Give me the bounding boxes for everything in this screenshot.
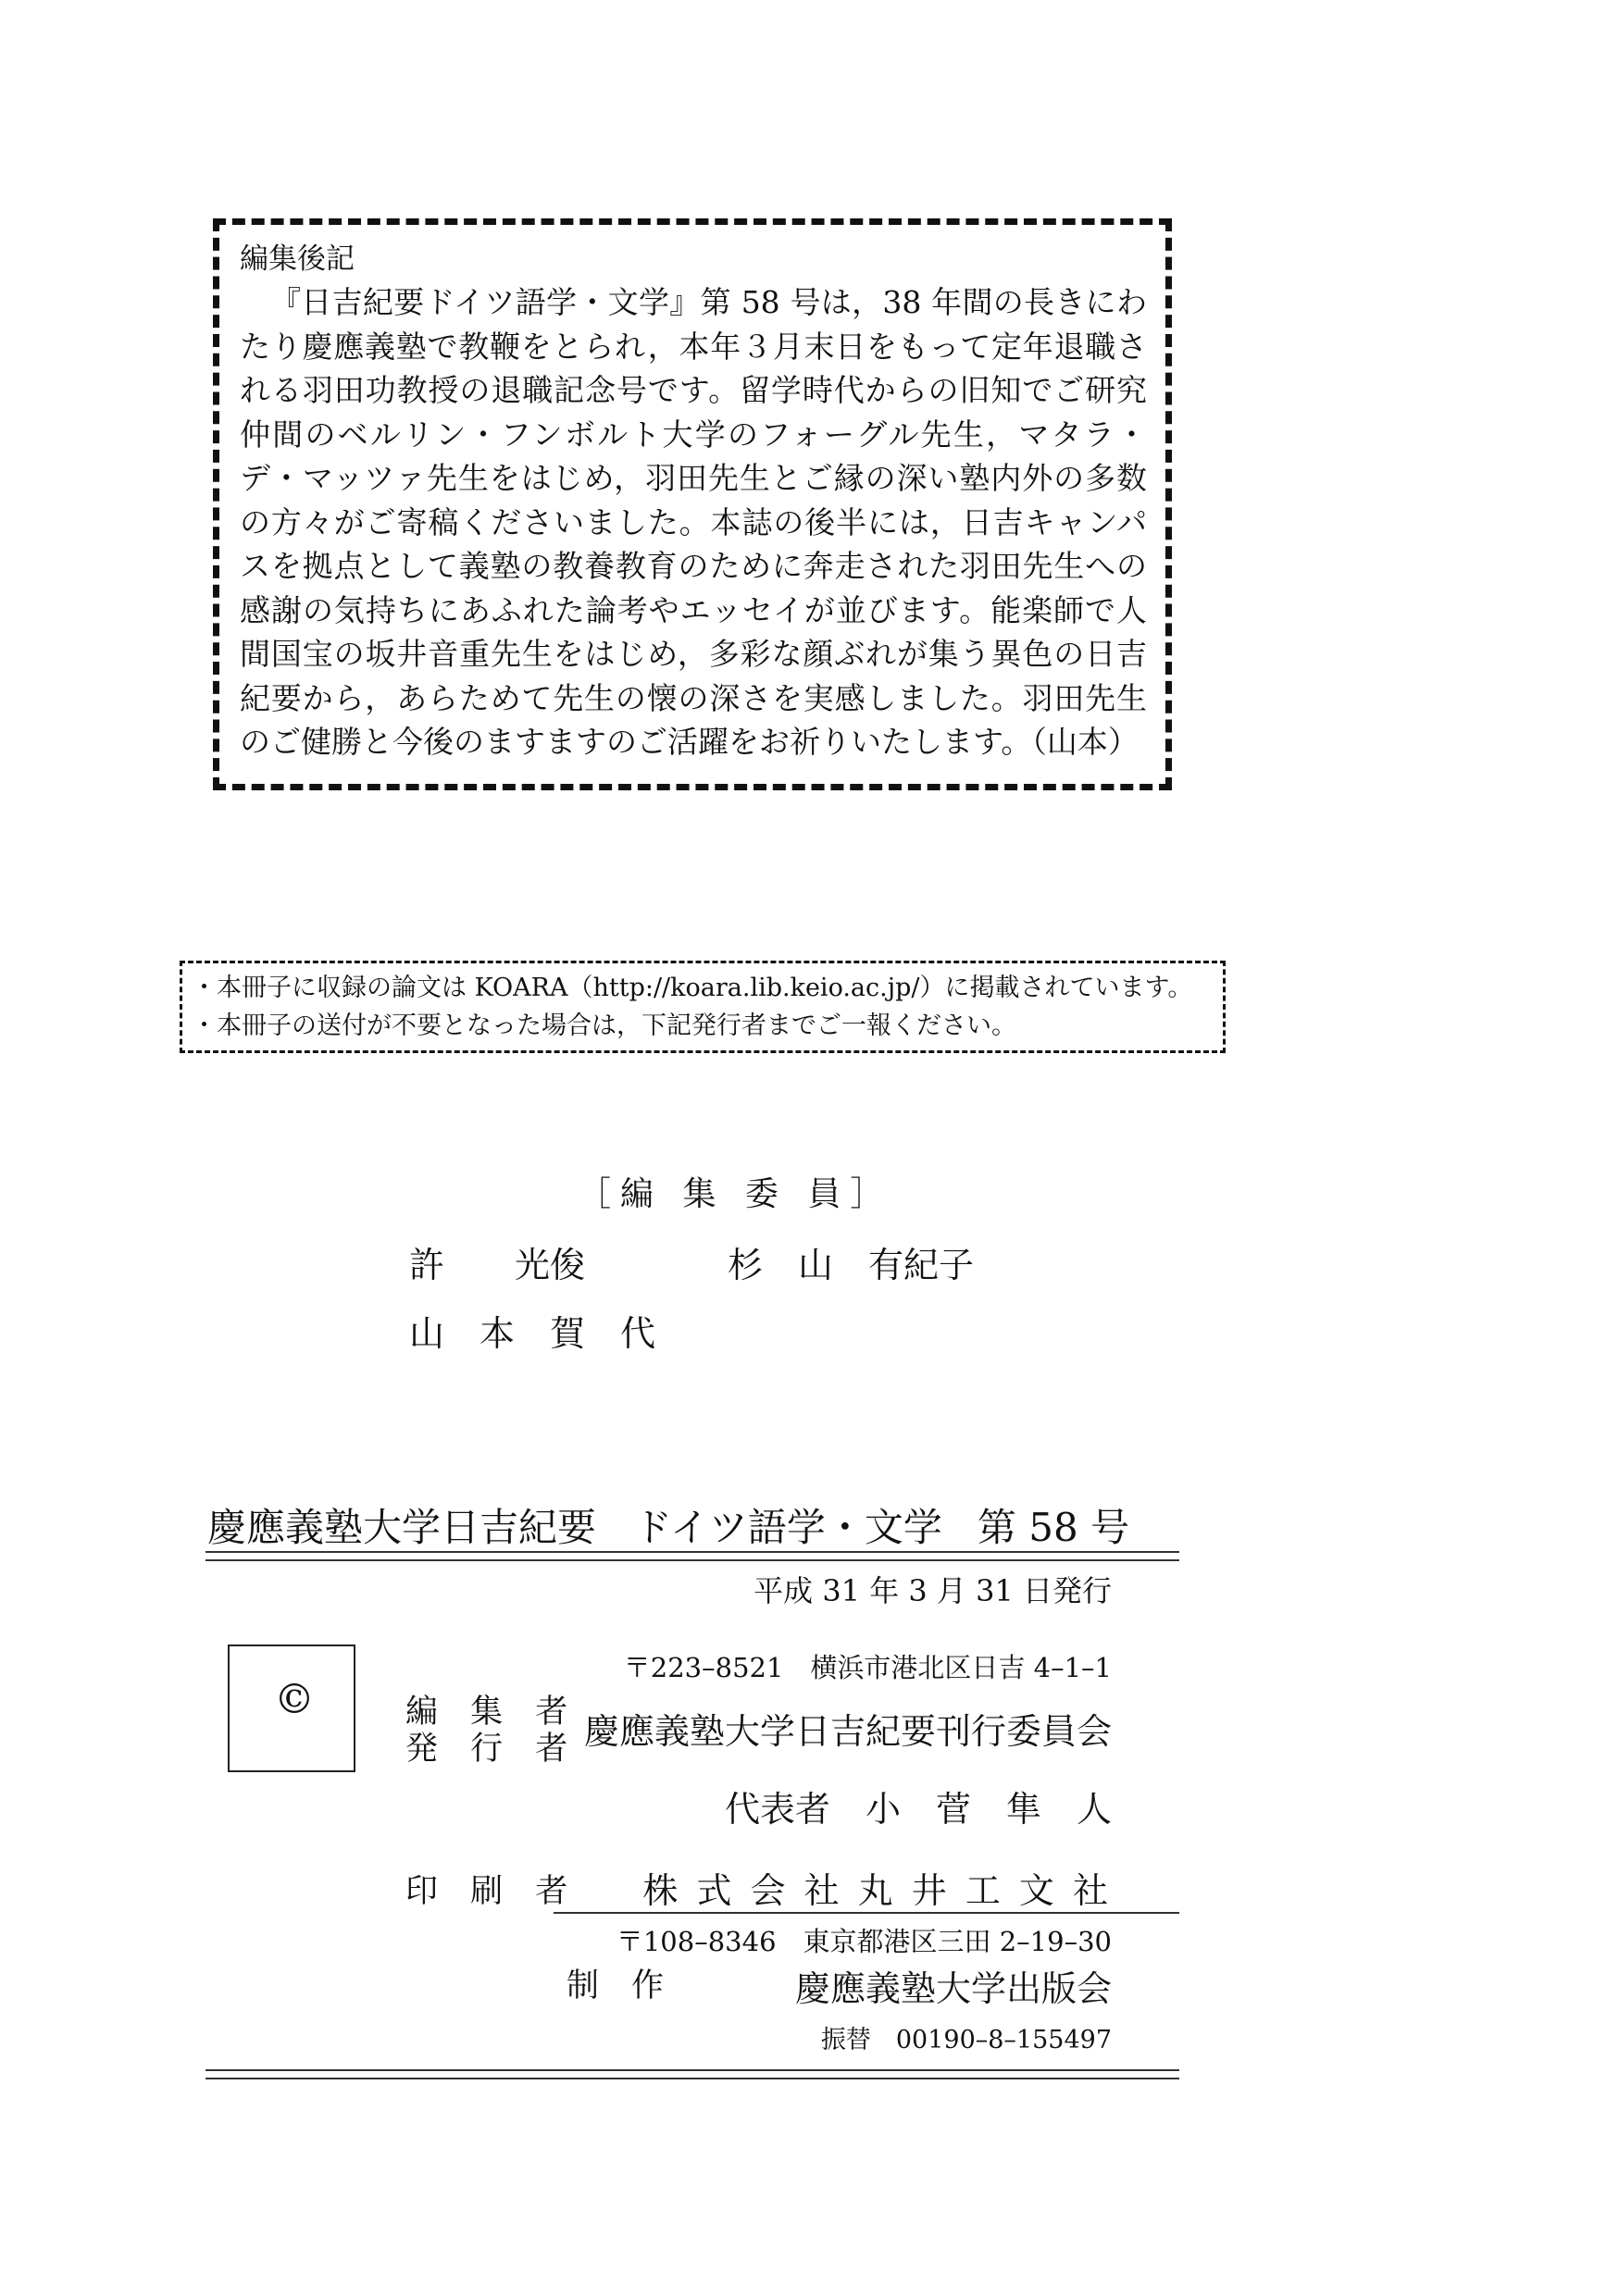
committee-member: 許 光俊 [409, 1245, 586, 1285]
committee-heading: ［編 集 委 員］ [578, 1175, 893, 1213]
copyright-symbol: © [274, 1676, 315, 1723]
committee-member: 杉 山 有紀子 [728, 1245, 975, 1285]
production-company: 慶應義塾大学出版会 [794, 1968, 1112, 2009]
editorial-afterword-box [213, 218, 1172, 790]
publisher-representative: 代表者 小 菅 隼 人 [724, 1789, 1112, 1830]
editor-label: 編 集 者 [405, 1694, 579, 1731]
publication-date: 平成 31 年 3 月 31 日発行 [753, 1573, 1112, 1608]
publisher-name: 慶應義塾大学日吉紀要刊行委員会 [583, 1711, 1112, 1752]
printer-label: 印 刷 者 [405, 1873, 579, 1910]
journal-title: 慶應義塾大学日吉紀要 [207, 1505, 597, 1550]
afterword-body: 『日吉紀要ドイツ語学・文学』第 58 号は，38 年間の長きにわたり慶應義塾で教鞭をとられ，本年３月末日をもって定年退職される羽田功教授の退職記念号です。留学時代からの旧知でご研究仲間のベルリン・フンボルト大学のフォーグル先生，マタラ・デ・マッツァ先生をはじめ，羽田先生とご縁の深い塾内外の多数の方々がご寄稿くださいました。本誌の後半には，日吉キャンパスを拠点として義塾の教養教育のために奔走された羽田先生への感謝の気持ちにあふれた論考やエッセイが並びます。能楽師で人間国宝の坂井音重先生をはじめ，多彩な顔ぶれが集う異色の日吉紀要から，あらためて先生の懐の深さを実感しました。羽田先生のご健勝と今後のますますのご活躍をお祈りいたします。（山本） [240, 284, 1147, 760]
journal-subtitle: ドイツ語学・文学 [633, 1505, 942, 1550]
transfer-account: 振替 00190–8–155497 [820, 2026, 1112, 2054]
copyright-box [228, 1644, 355, 1772]
production-label: 制 作 [567, 1967, 665, 2004]
notice-line-unsubscribe: ・本冊子の送付が不要となった場合は，下記発行者までご一報ください。 [192, 1011, 1016, 1040]
bottom-double-rule [205, 2069, 1179, 2079]
afterword-title: 編集後記 [240, 242, 355, 276]
title-double-rule [205, 1551, 1179, 1561]
printer-rule [554, 1912, 1179, 1914]
notice-box [180, 961, 1226, 1053]
printer-name: 株 式 会 社 丸 井 工 文 社 [642, 1870, 1112, 1911]
committee-member: 山 本 賀 代 [409, 1313, 656, 1354]
publisher-label: 発 行 者 [405, 1731, 579, 1768]
journal-title-line [207, 1497, 1129, 1553]
issue-number: 第 58 号 [977, 1505, 1130, 1550]
publisher-address: 〒223–8521 横浜市港北区日吉 4–1–1 [623, 1652, 1112, 1683]
production-address: 〒108–8346 東京都港区三田 2–19–30 [616, 1926, 1112, 1957]
notice-line-koara: ・本冊子に収録の論文は KOARA（http://koara.lib.keio.ac.jp/）に掲載されています。 [192, 974, 1193, 1002]
